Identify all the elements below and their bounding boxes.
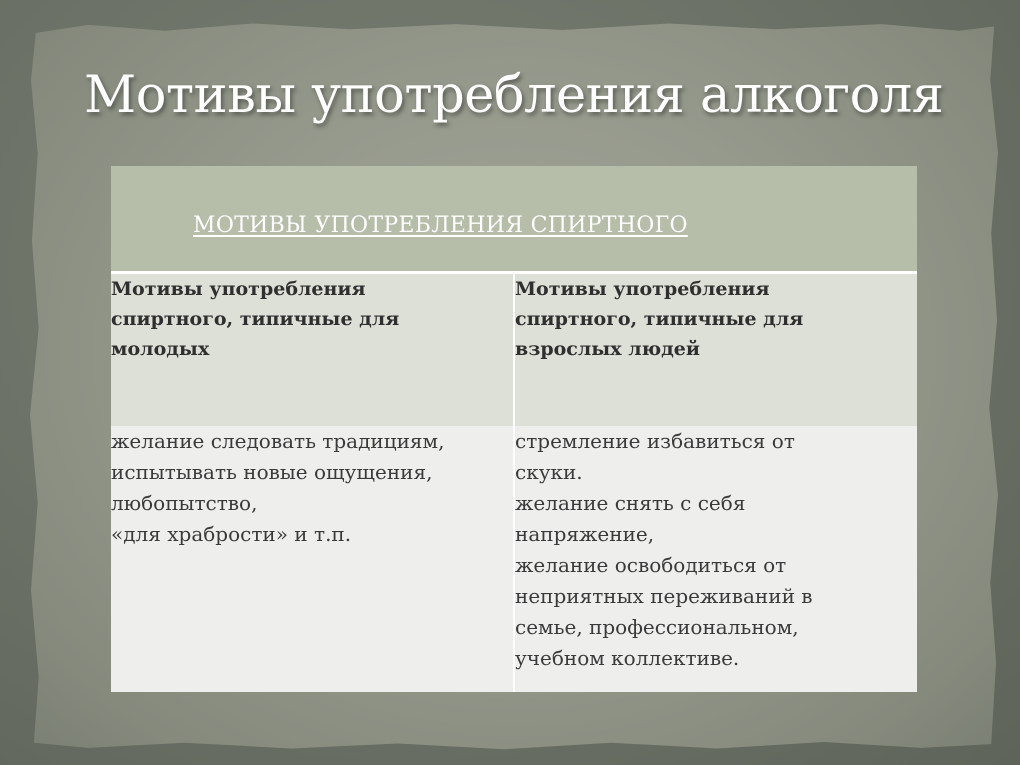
adult-motive-line: желание освободиться от — [515, 553, 787, 577]
adult-motive-line: стремление избавиться от — [515, 429, 795, 453]
adult-motive-line: неприятных переживаний в — [515, 584, 813, 608]
adult-heading-line: спиртного, типичные для — [515, 307, 804, 330]
adult-motives-cell — [514, 426, 917, 692]
adult-heading-line: Мотивы употребления — [515, 277, 770, 300]
table-header-cell — [111, 166, 917, 272]
motives-table — [111, 166, 917, 692]
adult-heading-line: взрослых людей — [515, 337, 700, 360]
young-motives-cell — [111, 426, 514, 692]
adult-motive-line: семье, профессиональном, — [515, 615, 799, 639]
table-header-row — [111, 166, 917, 272]
young-heading-line: спиртного, типичные для — [111, 307, 400, 330]
young-motive-line: желание следовать традициям, — [111, 429, 445, 453]
young-motive-line: любопытство, — [111, 491, 258, 515]
table-body-row — [111, 426, 917, 692]
young-motive-line: испытывать новые ощущения, — [111, 460, 433, 484]
adult-motive-line: напряжение, — [515, 522, 655, 546]
young-heading-cell — [111, 272, 514, 426]
adult-heading-cell — [514, 272, 917, 426]
table-subheader-row — [111, 272, 917, 426]
young-heading-line: Мотивы употребления — [111, 277, 366, 300]
table-header-text: МОТИВЫ УПОТРЕБЛЕНИЯ СПИРТНОГО — [193, 213, 688, 238]
young-heading-line: молодых — [111, 337, 210, 360]
slide-title: Мотивы употребления алкоголя — [84, 66, 944, 125]
young-motive-line: «для храбрости» и т.п. — [111, 522, 352, 546]
adult-motive-line: желание снять с себя — [515, 491, 746, 515]
adult-motive-line: скуки. — [515, 460, 583, 484]
adult-motive-line: учебном коллективе. — [515, 646, 740, 670]
